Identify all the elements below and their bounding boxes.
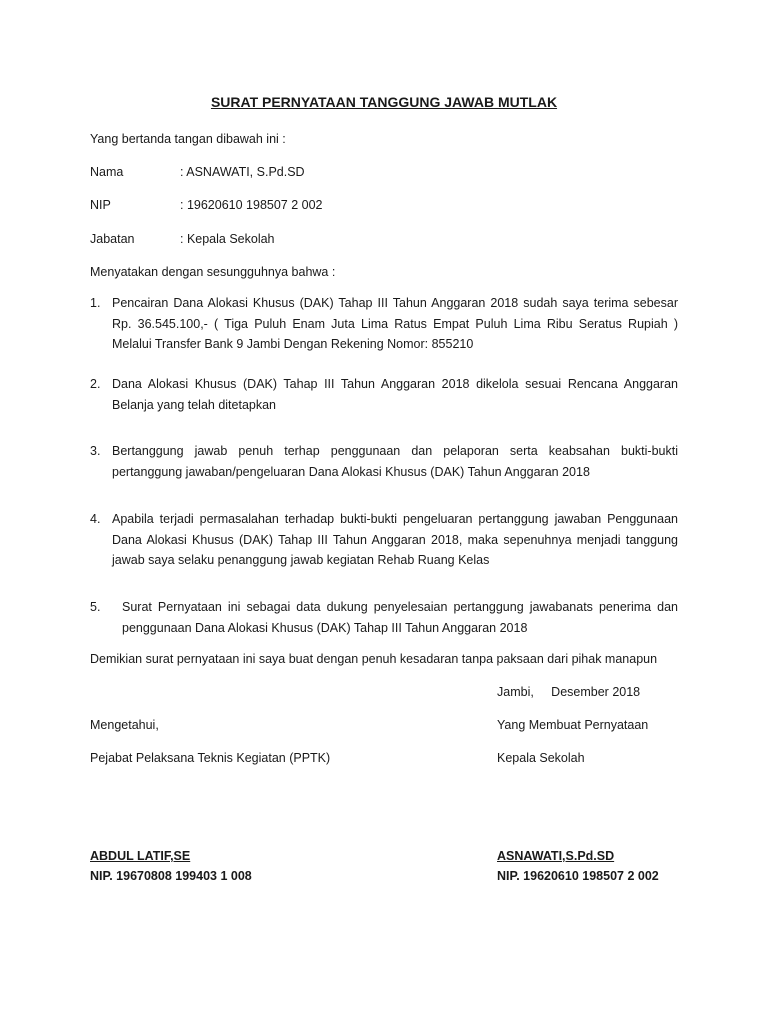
statement-item-2 — [90, 374, 678, 415]
document-title: SURAT PERNYATAAN TANGGUNG JAWAB MUTLAK — [210, 94, 558, 110]
item-text: Bertanggung jawab penuh terhap penggunaan dan pelaporan serta keabsahan bukti-bukti pertanggung jawaban/pengeluaran Dana Alokasi Khusus (DAK) Tahun Anggaran 2018 — [112, 444, 678, 479]
item-number: 1. — [90, 296, 101, 310]
item-number: 5. — [90, 600, 101, 614]
item-text: Dana Alokasi Khusus (DAK) Tahap III Tahun Anggaran 2018 dikelola sesuai Rencana Anggaran Belanja yang telah ditetapkan — [112, 377, 678, 412]
principal-role: Kepala Sekolah — [497, 751, 585, 765]
position-label: Jabatan — [90, 232, 135, 246]
name-value: : ASNAWATI, S.Pd.SD — [180, 165, 305, 179]
item-number: 2. — [90, 377, 101, 391]
item-text: Surat Pernyataan ini sebagai data dukung penyelesaian pertanggung jawabanats penerima dan penggunaan Dana Alokasi Khusus (DAK) Tahap III Tahun Anggaran 2018 — [122, 600, 678, 635]
right-signatory-name: ASNAWATI,S.Pd.SD — [497, 849, 615, 863]
acknowledge-label: Mengetahui, — [90, 718, 159, 732]
intro-text: Yang bertanda tangan dibawah ini : — [90, 132, 286, 146]
nip-label: NIP — [90, 198, 111, 212]
left-signatory-name: ABDUL LATIF,SE — [90, 849, 191, 863]
item-text: Pencairan Dana Alokasi Khusus (DAK) Tahap III Tahun Anggaran 2018 sudah saya terima sebesar Rp. 36.545.100,- ( Tiga Puluh Enam Juta Lima Ratus Empat Puluh Lima Ribu Seratus Rupiah ) Melalui Transfer Bank 9 Jambi Dengan Rekening Nomor: 855210 — [112, 296, 678, 351]
left-signatory-nip: NIP. 19670808 199403 1 008 — [90, 869, 252, 883]
place-date: Jambi, Desember 2018 — [497, 685, 641, 699]
nip-value: : 19620610 198507 2 002 — [180, 198, 323, 212]
right-signatory-nip: NIP. 19620610 198507 2 002 — [497, 869, 659, 883]
statement-item-5 — [90, 597, 678, 638]
statement-item-4 — [90, 509, 678, 571]
item-text: Apabila terjadi permasalahan terhadap bukti-bukti pengeluaran pertanggung jawaban Penggunaan Dana Alokasi Khusus (DAK) Tahap III Tahun Anggaran 2018, maka sepenuhnya menjadi tanggung jawab saya selaku penanggung jawab kegiatan Rehab Ruang Kelas — [112, 512, 678, 567]
item-number: 4. — [90, 512, 101, 526]
statement-item-1 — [90, 293, 678, 355]
pptk-role: Pejabat Pelaksana Teknis Kegiatan (PPTK) — [90, 751, 331, 765]
declaration-intro: Menyatakan dengan sesungguhnya bahwa : — [90, 265, 336, 279]
statement-item-3 — [90, 441, 678, 482]
item-number: 3. — [90, 444, 101, 458]
name-label: Nama — [90, 165, 124, 179]
position-value: : Kepala Sekolah — [180, 232, 275, 246]
closing-text: Demikian surat pernyataan ini saya buat dengan penuh kesadaran tanpa paksaan dari pihak manapun — [90, 652, 658, 666]
declarant-label: Yang Membuat Pernyataan — [497, 718, 649, 732]
